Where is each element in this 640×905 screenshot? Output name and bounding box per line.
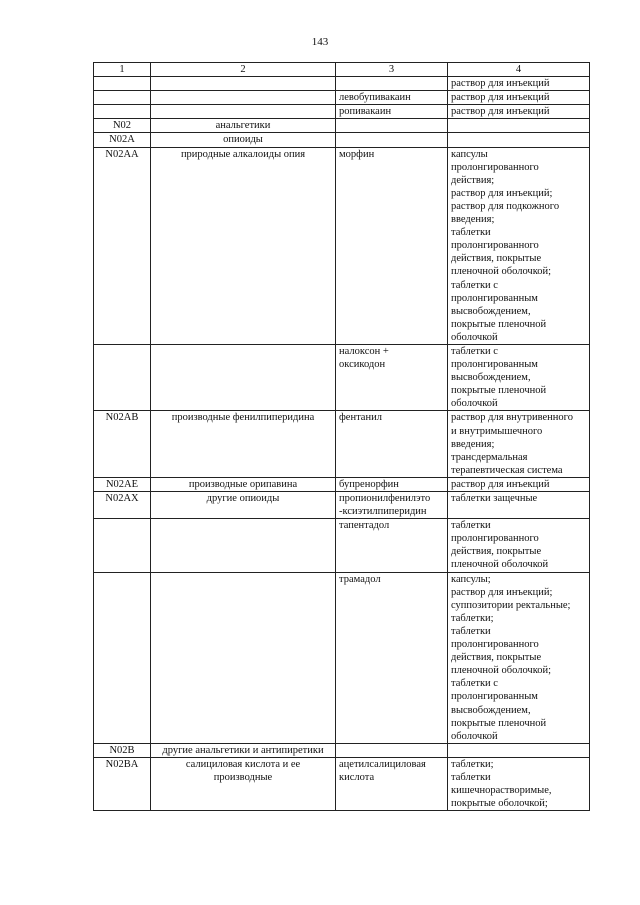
column-header: 4	[448, 63, 590, 77]
table-cell-c4	[448, 133, 590, 147]
table-header-row	[94, 63, 590, 77]
table-row	[94, 105, 590, 119]
table-row	[94, 743, 590, 757]
table-cell-c1	[94, 91, 151, 105]
table-cell-c3: фентанил	[336, 411, 448, 477]
table-cell-c4: таблетки с пролонгированным высвобождением, покрытые пленочной оболочкой	[448, 344, 590, 410]
table-cell-c1	[94, 572, 151, 743]
table-cell-c1: N02AX	[94, 492, 151, 519]
table-cell-c1	[94, 519, 151, 572]
table-cell-c3: ацетилсалициловая кислота	[336, 757, 448, 810]
table-cell-c2	[151, 519, 336, 572]
table-row	[94, 519, 590, 572]
table-row	[94, 133, 590, 147]
column-header: 1	[94, 63, 151, 77]
table-cell-c3: тапентадол	[336, 519, 448, 572]
table-cell-c3	[336, 119, 448, 133]
table-cell-c2	[151, 91, 336, 105]
table-cell-c3: пропионилфенилэто -ксиэтилпиперидин	[336, 492, 448, 519]
table-cell-c4: раствор для инъекций	[448, 91, 590, 105]
table-cell-c2: другие анальгетики и антипиретики	[151, 743, 336, 757]
table-row	[94, 572, 590, 743]
table-cell-c1: N02AB	[94, 411, 151, 477]
table-cell-c3	[336, 77, 448, 91]
table-cell-c2: производные фенилпиперидина	[151, 411, 336, 477]
table-cell-c4: таблетки защечные	[448, 492, 590, 519]
table-body	[94, 77, 590, 811]
table-row	[94, 119, 590, 133]
table-cell-c4: раствор для инъекций	[448, 477, 590, 491]
table-cell-c4	[448, 119, 590, 133]
table-cell-c2: производные орипавина	[151, 477, 336, 491]
table-cell-c3: ропивакаин	[336, 105, 448, 119]
table-cell-c2: природные алкалоиды опия	[151, 147, 336, 344]
table-cell-c4	[448, 743, 590, 757]
drug-table	[93, 62, 590, 811]
column-header: 2	[151, 63, 336, 77]
table-cell-c4: раствор для внутривенного и внутримышечного введения; трансдермальная терапевтическая система	[448, 411, 590, 477]
table-cell-c2	[151, 105, 336, 119]
table-cell-c2: анальгетики	[151, 119, 336, 133]
table-cell-c4: раствор для инъекций	[448, 105, 590, 119]
table-cell-c4: таблетки; таблетки кишечнорастворимые, покрытые оболочкой;	[448, 757, 590, 810]
table-cell-c3: налоксон + оксикодон	[336, 344, 448, 410]
table-row	[94, 757, 590, 810]
table-row	[94, 147, 590, 344]
table-cell-c4: раствор для инъекций	[448, 77, 590, 91]
table-cell-c1: N02BA	[94, 757, 151, 810]
table-row	[94, 411, 590, 477]
table-cell-c2	[151, 572, 336, 743]
table-cell-c4: таблетки пролонгированного действия, покрытые пленочной оболочкой	[448, 519, 590, 572]
table-cell-c4: капсулы; раствор для инъекций; суппозитории ректальные; таблетки; таблетки пролонгированного действия, покрытые пленочной оболочкой; таблетки с пролонгированным высвобождением, покрытые пленочной оболочкой	[448, 572, 590, 743]
table-cell-c1: N02	[94, 119, 151, 133]
table-cell-c1	[94, 105, 151, 119]
table-cell-c1	[94, 344, 151, 410]
table-cell-c1: N02AE	[94, 477, 151, 491]
table-cell-c2: опиоиды	[151, 133, 336, 147]
table-row	[94, 492, 590, 519]
table-cell-c2: другие опиоиды	[151, 492, 336, 519]
table-cell-c3: левобупивакаин	[336, 91, 448, 105]
table-cell-c2	[151, 77, 336, 91]
table-cell-c2: салициловая кислота и ее производные	[151, 757, 336, 810]
table-row	[94, 91, 590, 105]
table-row	[94, 344, 590, 410]
table-cell-c1	[94, 77, 151, 91]
table-cell-c3: трамадол	[336, 572, 448, 743]
table-cell-c1: N02B	[94, 743, 151, 757]
table-cell-c3: морфин	[336, 147, 448, 344]
table-cell-c4: капсулы пролонгированного действия; раствор для инъекций; раствор для подкожного введения; таблетки пролонгированного действия, покрытые пленочной оболочкой; таблетки с пролонгированным высвобождением, покрытые пленочной оболочкой	[448, 147, 590, 344]
table-row	[94, 77, 590, 91]
table-cell-c3	[336, 743, 448, 757]
table-cell-c3	[336, 133, 448, 147]
column-header: 3	[336, 63, 448, 77]
table-cell-c2	[151, 344, 336, 410]
table-cell-c1: N02A	[94, 133, 151, 147]
table-row	[94, 477, 590, 491]
table-cell-c3: бупренорфин	[336, 477, 448, 491]
table-cell-c1: N02AA	[94, 147, 151, 344]
page-number: 143	[311, 36, 329, 48]
